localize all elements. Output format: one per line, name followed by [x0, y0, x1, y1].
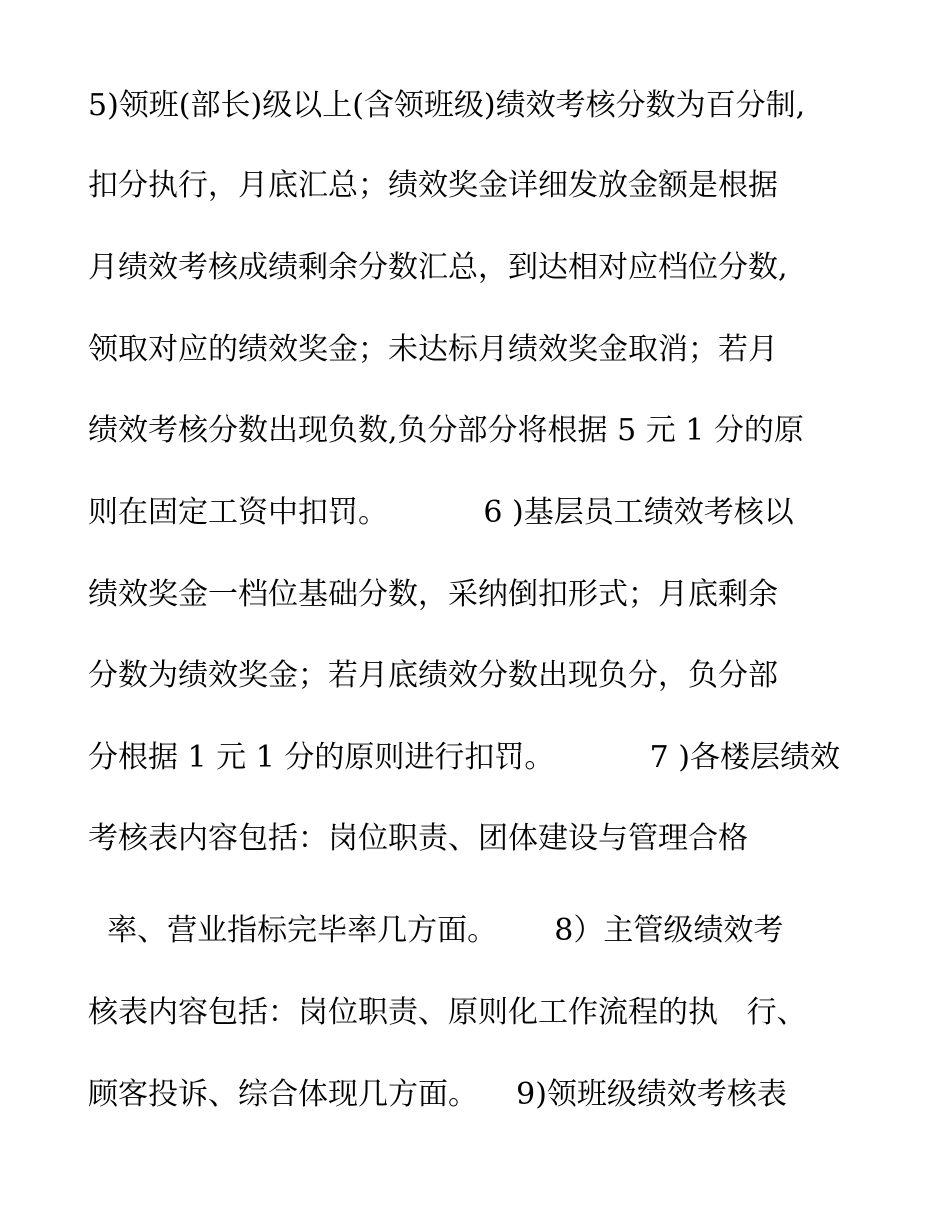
text-line: 绩效奖金一档位基础分数，采纳倒扣形式；月底剩余	[88, 577, 778, 612]
text-line: 顾客投诉、综合体现几方面。 9)领班级绩效考核表	[88, 1077, 787, 1112]
text-line: 则在固定工资中扣罚。 6 )基层员工绩效考核以	[88, 495, 794, 530]
text-line: 考核表内容包括：岗位职责、团体建设与管理合格	[88, 821, 748, 856]
text-line: 月绩效考核成绩剩余分数汇总，到达相对应档位分数,	[88, 250, 788, 285]
text-line: 领取对应的绩效奖金；未达标月绩效奖金取消；若月	[88, 332, 778, 367]
text-line: 分数为绩效奖金；若月底绩效分数出现负分，负分部	[88, 658, 778, 693]
text-line: 5)领班(部长)级以上(含领班级)绩效考核分数为百分制,	[88, 88, 806, 123]
text-line: 绩效考核分数出现负数,负分部分将根据 5 元 1 分的原	[88, 413, 804, 448]
text-line: 分根据 1 元 1 分的原则进行扣罚。 7 )各楼层绩效	[88, 740, 841, 775]
text-line: 扣分执行，月底汇总；绩效奖金详细发放金额是根据	[88, 168, 778, 203]
text-line: 核表内容包括：岗位职责、原则化工作流程的执 行、	[88, 995, 807, 1030]
text-line: 率、营业指标完毕率几方面。 8）主管级绩效考	[88, 913, 784, 948]
